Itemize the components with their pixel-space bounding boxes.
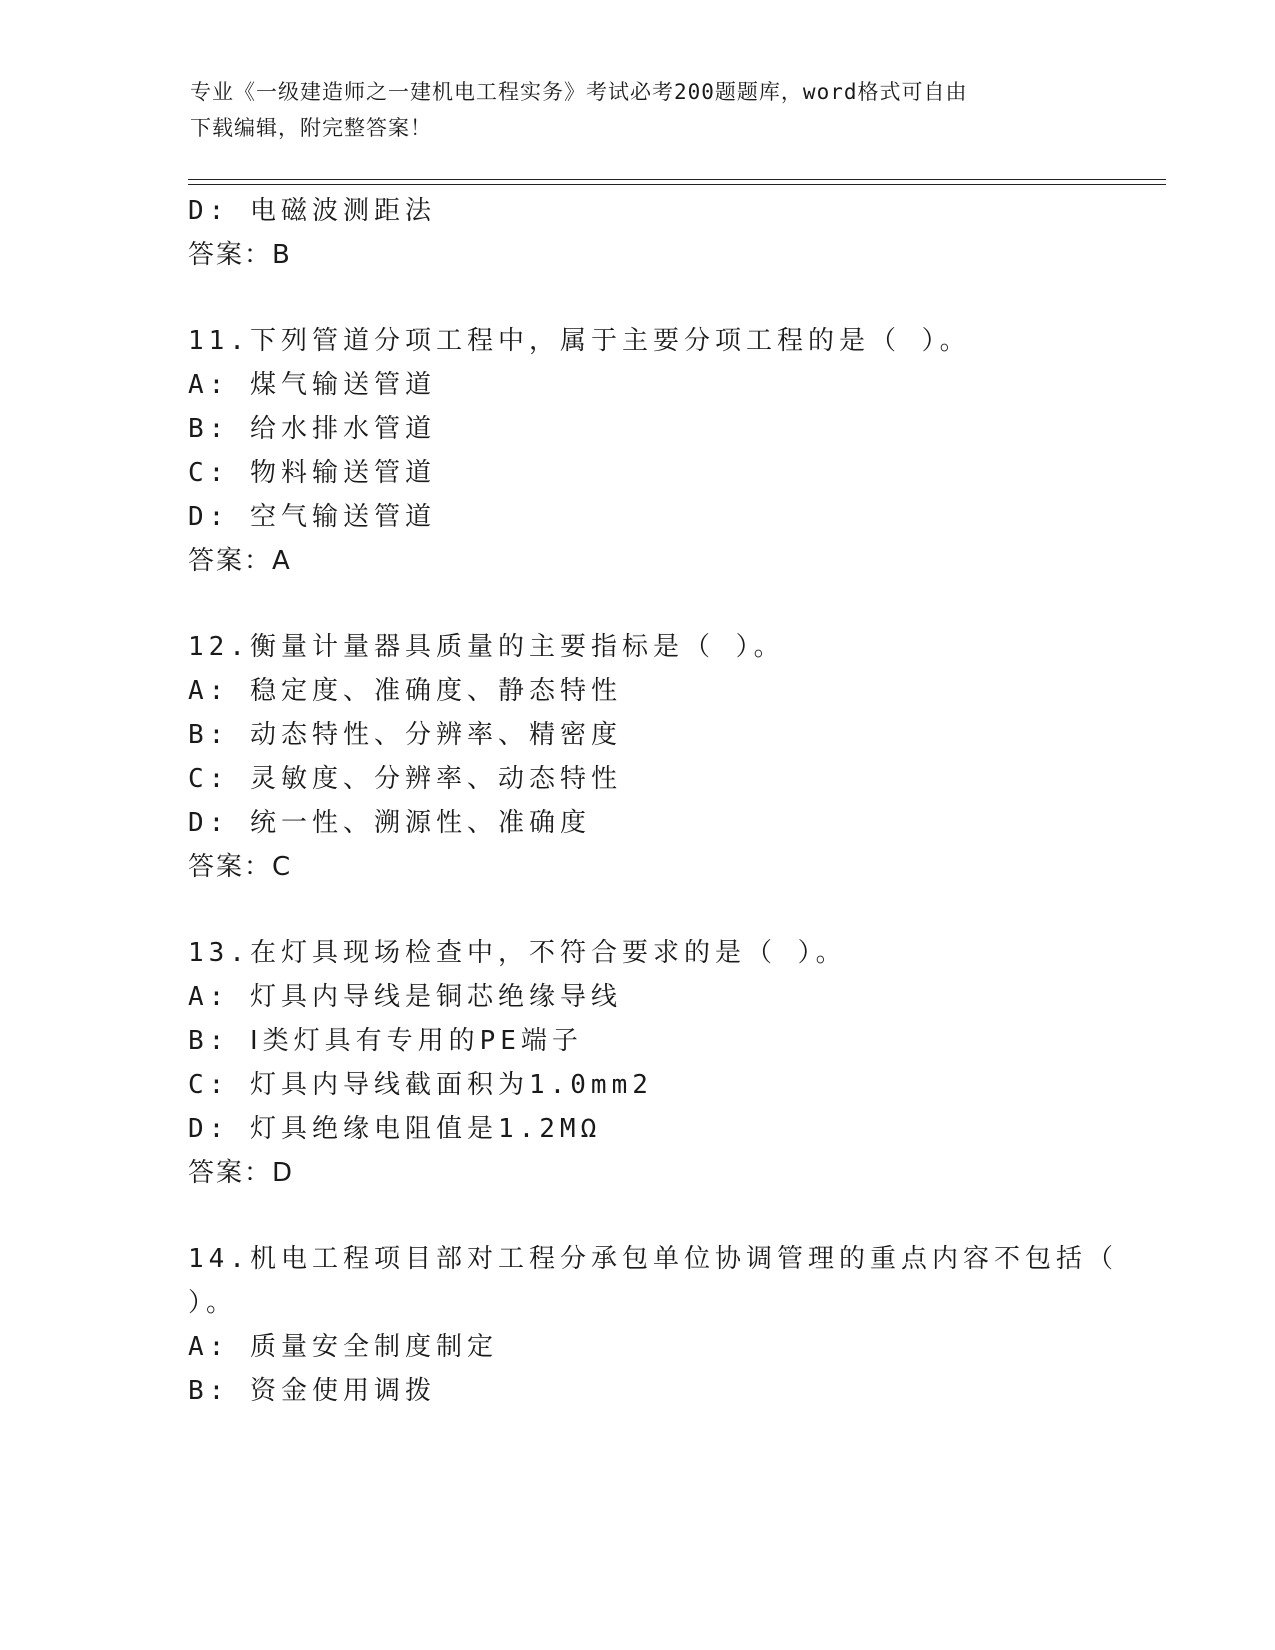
header-divider-bottom	[188, 184, 1166, 185]
header-line-1: 专业《一级建造师之一建机电工程实务》考试必考200题题库，word格式可自由	[190, 80, 968, 104]
question-12-option-c: C: 灵敏度、分辨率、动态特性	[188, 764, 622, 794]
question-14-stem-line-2: ）。	[188, 1288, 238, 1318]
question-13-stem: 13.在灯具现场检查中，不符合要求的是（ ）。	[188, 938, 847, 968]
question-11-option-d: D: 空气输送管道	[188, 502, 436, 532]
question-13-option-d: D: 灯具绝缘电阻值是1.2MΩ	[188, 1114, 602, 1144]
question-12-stem: 12.衡量计量器具质量的主要指标是（ ）。	[188, 632, 785, 662]
question-11-stem: 11.下列管道分项工程中，属于主要分项工程的是（ ）。	[188, 326, 971, 356]
document-header	[190, 74, 1090, 146]
question-14-stem-line-1: 14.机电工程项目部对工程分承包单位协调管理的重点内容不包括（	[188, 1244, 1118, 1274]
question-14-option-b: B: 资金使用调拨	[188, 1376, 436, 1406]
question-13-option-b: B: Ⅰ类灯具有专用的PE端子	[188, 1026, 583, 1056]
question-12-option-d: D: 统一性、溯源性、准确度	[188, 808, 591, 838]
prev-answer: 答案：B	[188, 240, 292, 270]
question-14-option-a: A: 质量安全制度制定	[188, 1332, 498, 1362]
header-divider-top	[188, 179, 1166, 180]
question-12-option-a: A: 稳定度、准确度、静态特性	[188, 676, 622, 706]
header-line-2: 下载编辑，附完整答案！	[190, 116, 432, 140]
question-13-option-c: C: 灯具内导线截面积为1.0mm2	[188, 1070, 653, 1100]
question-11-option-b: B: 给水排水管道	[188, 414, 436, 444]
question-11-answer: 答案：A	[188, 546, 292, 576]
question-11-option-c: C: 物料输送管道	[188, 458, 436, 488]
question-11-option-a: A: 煤气输送管道	[188, 370, 436, 400]
prev-option-d: D: 电磁波测距法	[188, 196, 436, 226]
question-12-answer: 答案：C	[188, 852, 293, 882]
question-13-answer: 答案：D	[188, 1158, 295, 1188]
question-13-option-a: A: 灯具内导线是铜芯绝缘导线	[188, 982, 622, 1012]
question-12-option-b: B: 动态特性、分辨率、精密度	[188, 720, 622, 750]
